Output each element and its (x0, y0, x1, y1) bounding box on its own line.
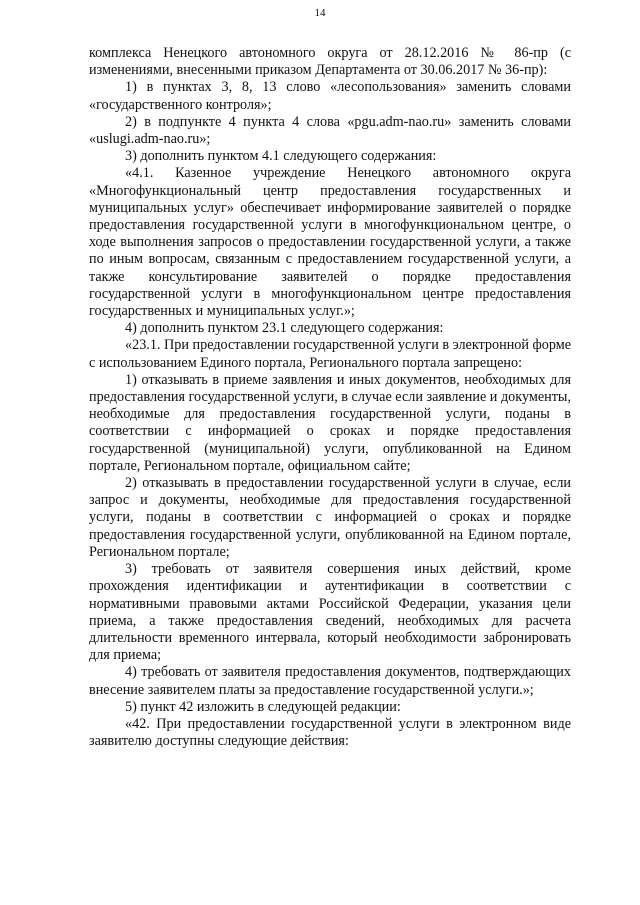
paragraph-4: 3) дополнить пунктом 4.1 следующего содержания: (125, 148, 437, 165)
paragraph-2: 1) в пунктах 3, 8, 13 слово «лесопользования» заменить словами «государственного контроля»; (89, 79, 571, 113)
paragraph-3: 2) в подпункте 4 пункта 4 слова «pgu.adm-nao.ru» заменить словами «uslugi.adm-nao.ru»; (89, 113, 571, 148)
page-number: 14 (314, 7, 326, 19)
paragraph-6: 4) дополнить пунктом 23.1 следующего содержания: (125, 320, 444, 337)
paragraph-8: 1) отказывать в приеме заявления и иных документов, необходимых для предоставления государственной услуги, в случае если заявление и документы, необходимые для предоставления государственной услуги, поданы в соответствии с информацией о сроках и порядке предоставления государственной (муниципальной) услуги, опубликованной на Едином портале, Региональном портале, официальном сайте; (89, 371, 572, 474)
paragraph-7: «23.1. При предоставлении государственной услуги в электронной форме с использованием Единого портала, Регионального портала запрещено: (89, 337, 571, 371)
paragraph-11: 4) требовать от заявителя предоставления документов, подтверждающих внесение заявителем платы за предоставление государственной услуги.»; (89, 664, 571, 698)
paragraph-13: «42. При предоставлении государственной услуги в электронном виде заявителю доступны следующие действия: (89, 715, 571, 750)
paragraph-1: комплекса Ненецкого автономного округа от 28.12.2016 № 86-пр (с изменениями, внесенными приказом Департамента от 30.06.2017 № 36-пр): (89, 45, 571, 79)
paragraph-10: 3) требовать от заявителя совершения иных действий, кроме прохождения идентификации и аутентификации в соответствии с нормативными правовыми актами Российской Федерации, указания цели приема, а также предоставления сведений, необходимых для расчета длительности временного интервала, который необходимости забронировать для приема; (89, 561, 571, 664)
paragraph-12: 5) пункт 42 изложить в следующей редакции: (125, 698, 401, 715)
paragraph-9: 2) отказывать в предоставлении государственной услуги в случае, если запрос и документы, необходимые для предоставления государственной услуги, поданы в соответствии с информацией о сроках и порядке предоставления государственной услуги, опубликованной на Едином портале, Региональном портале; (89, 475, 571, 560)
document-body (89, 45, 571, 750)
paragraph-5: «4.1. Казенное учреждение Ненецкого автономного округа «Многофункциональный центр предоставления государственных и муниципальных услуг» обеспечивает информирование заявителей о порядке предоставления государственной услуги в многофункциональном центре, о ходе выполнения запросов о предоставлении государственной услуги, а также по иным вопросам, связанным с предоставлением государственной услуги, а также консультирование заявителей о порядке предоставления государственной услуги в многофункциональном центре предоставления государственных и муниципальных услуг.»; (89, 165, 571, 320)
